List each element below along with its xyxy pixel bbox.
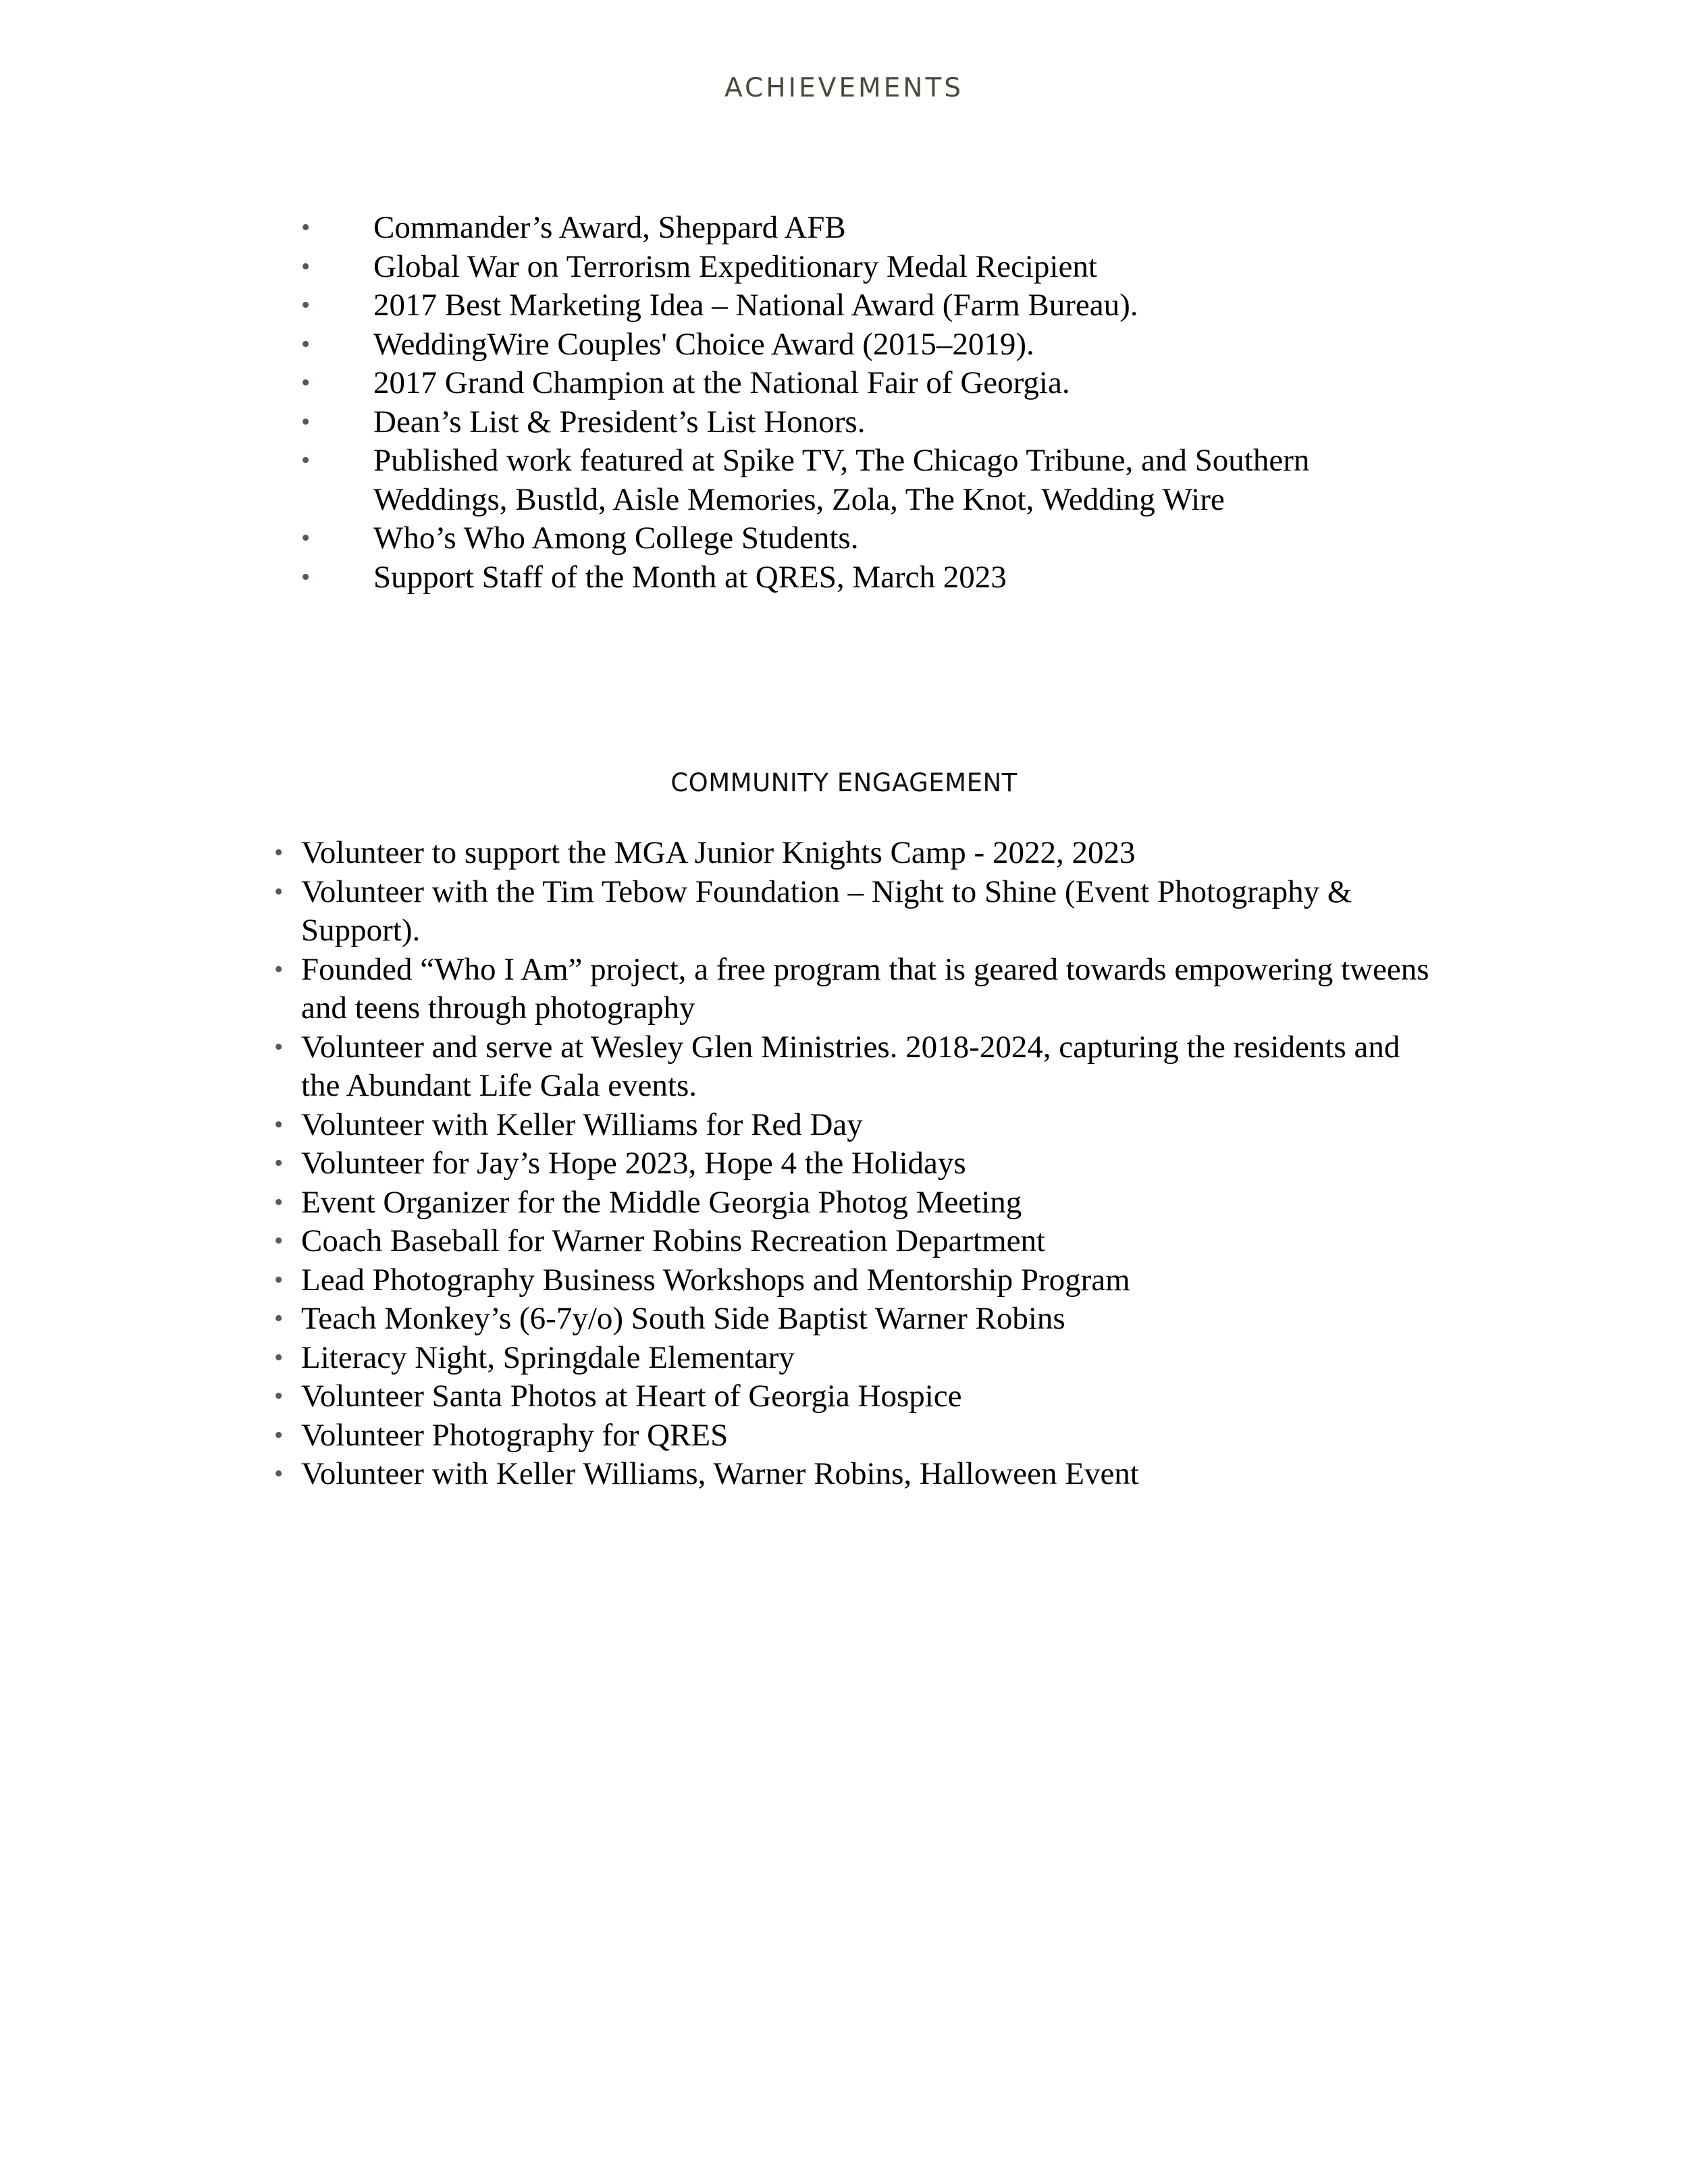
list-item [301,286,1427,325]
list-item [274,1106,1435,1145]
list-item [301,403,1427,442]
bullet-icon: • [301,291,311,319]
list-item [301,519,1427,558]
list-item [274,873,1435,951]
list-item [274,1300,1435,1339]
bullet-icon: • [301,252,311,281]
community-text: Volunteer Photography for QRES [301,1417,729,1453]
achievement-text: Global War on Terrorism Expeditionary Medal Recipient [373,248,1097,284]
bullet-icon: • [274,1188,284,1217]
bullet-icon: • [274,1110,284,1139]
community-text: Volunteer to support the MGA Junior Knights Camp - 2022, 2023 [301,835,1136,870]
achievements-list [301,209,1427,597]
bullet-icon: • [301,524,311,552]
list-item [274,1261,1435,1300]
list-item [301,248,1427,287]
bullet-icon: • [274,877,284,906]
bullet-icon: • [274,1382,284,1410]
list-item [274,1183,1435,1223]
list-item [274,1222,1435,1261]
list-item [274,1144,1435,1183]
bullet-icon: • [301,213,311,242]
achievement-text: Who’s Who Among College Students. [373,521,859,556]
list-item [301,325,1427,365]
list-item [301,558,1427,597]
list-item [301,209,1427,248]
community-text: Volunteer with Keller Williams, Warner Robins, Halloween Event [301,1456,1139,1491]
community-text: Volunteer and serve at Wesley Glen Ministries. 2018-2024, capturing the residents and the Abundant Life Gala events. [301,1029,1400,1103]
list-item [274,1028,1435,1106]
community-text: Volunteer Santa Photos at Heart of Georgia Hospice [301,1379,962,1414]
bullet-icon: • [274,1032,284,1061]
achievement-text: Support Staff of the Month at QRES, March 2023 [373,559,1007,595]
community-text: Volunteer for Jay’s Hope 2023, Hope 4 the Holidays [301,1146,966,1181]
community-text: Volunteer with Keller Williams for Red Day [301,1107,863,1142]
achievement-text: Commander’s Award, Sheppard AFB [373,210,846,245]
community-text: Lead Photography Business Workshops and Mentorship Program [301,1262,1130,1298]
bullet-icon: • [274,1265,284,1294]
list-item [274,1455,1435,1494]
community-text: Teach Monkey’s (6-7y/o) South Side Baptist Warner Robins [301,1301,1065,1336]
community-text: Founded “Who I Am” project, a free program that is geared towards empowering tweens and teens through photography [301,951,1429,1026]
bullet-icon: • [274,955,284,984]
bullet-icon: • [301,407,311,436]
bullet-icon: • [301,446,311,475]
bullet-icon: • [274,1227,284,1255]
community-text: Literacy Night, Springdale Elementary [301,1339,795,1375]
bullet-icon: • [301,562,311,591]
achievement-text: WeddingWire Couples' Choice Award (2015–2019). [373,326,1034,362]
list-item [274,834,1435,873]
community-engagement-heading: COMMUNITY ENGAGEMENT [670,768,1018,797]
bullet-icon: • [301,329,311,358]
list-item [274,951,1435,1028]
list-item [301,364,1427,403]
community-text: Event Organizer for the Middle Georgia Photog Meeting [301,1184,1022,1220]
list-item [274,1377,1435,1416]
list-item [274,1416,1435,1456]
list-item [274,1339,1435,1378]
bullet-icon: • [301,369,311,397]
bullet-icon: • [274,838,284,867]
list-item [301,442,1427,519]
achievement-text: 2017 Best Marketing Idea – National Award (Farm Bureau). [373,288,1138,323]
community-text: Coach Baseball for Warner Robins Recreation Department [301,1223,1046,1258]
community-text: Volunteer with the Tim Tebow Foundation – Night to Shine (Event Photography & Support). [301,874,1352,948]
bullet-icon: • [274,1304,284,1333]
bullet-icon: • [274,1460,284,1488]
achievement-text: Dean’s List & President’s List Honors. [373,404,866,440]
bullet-icon: • [274,1343,284,1372]
bullet-icon: • [274,1149,284,1177]
bullet-icon: • [274,1420,284,1449]
achievement-text: 2017 Grand Champion at the National Fair of Georgia. [373,365,1070,400]
achievements-heading: ACHIEVEMENTS [724,73,964,103]
community-engagement-list [274,834,1435,1494]
achievement-text: Published work featured at Spike TV, The Chicago Tribune, and Southern Weddings, Bustld, Aisle Memories, Zola, The Knot, Wedding Wire [373,443,1310,517]
